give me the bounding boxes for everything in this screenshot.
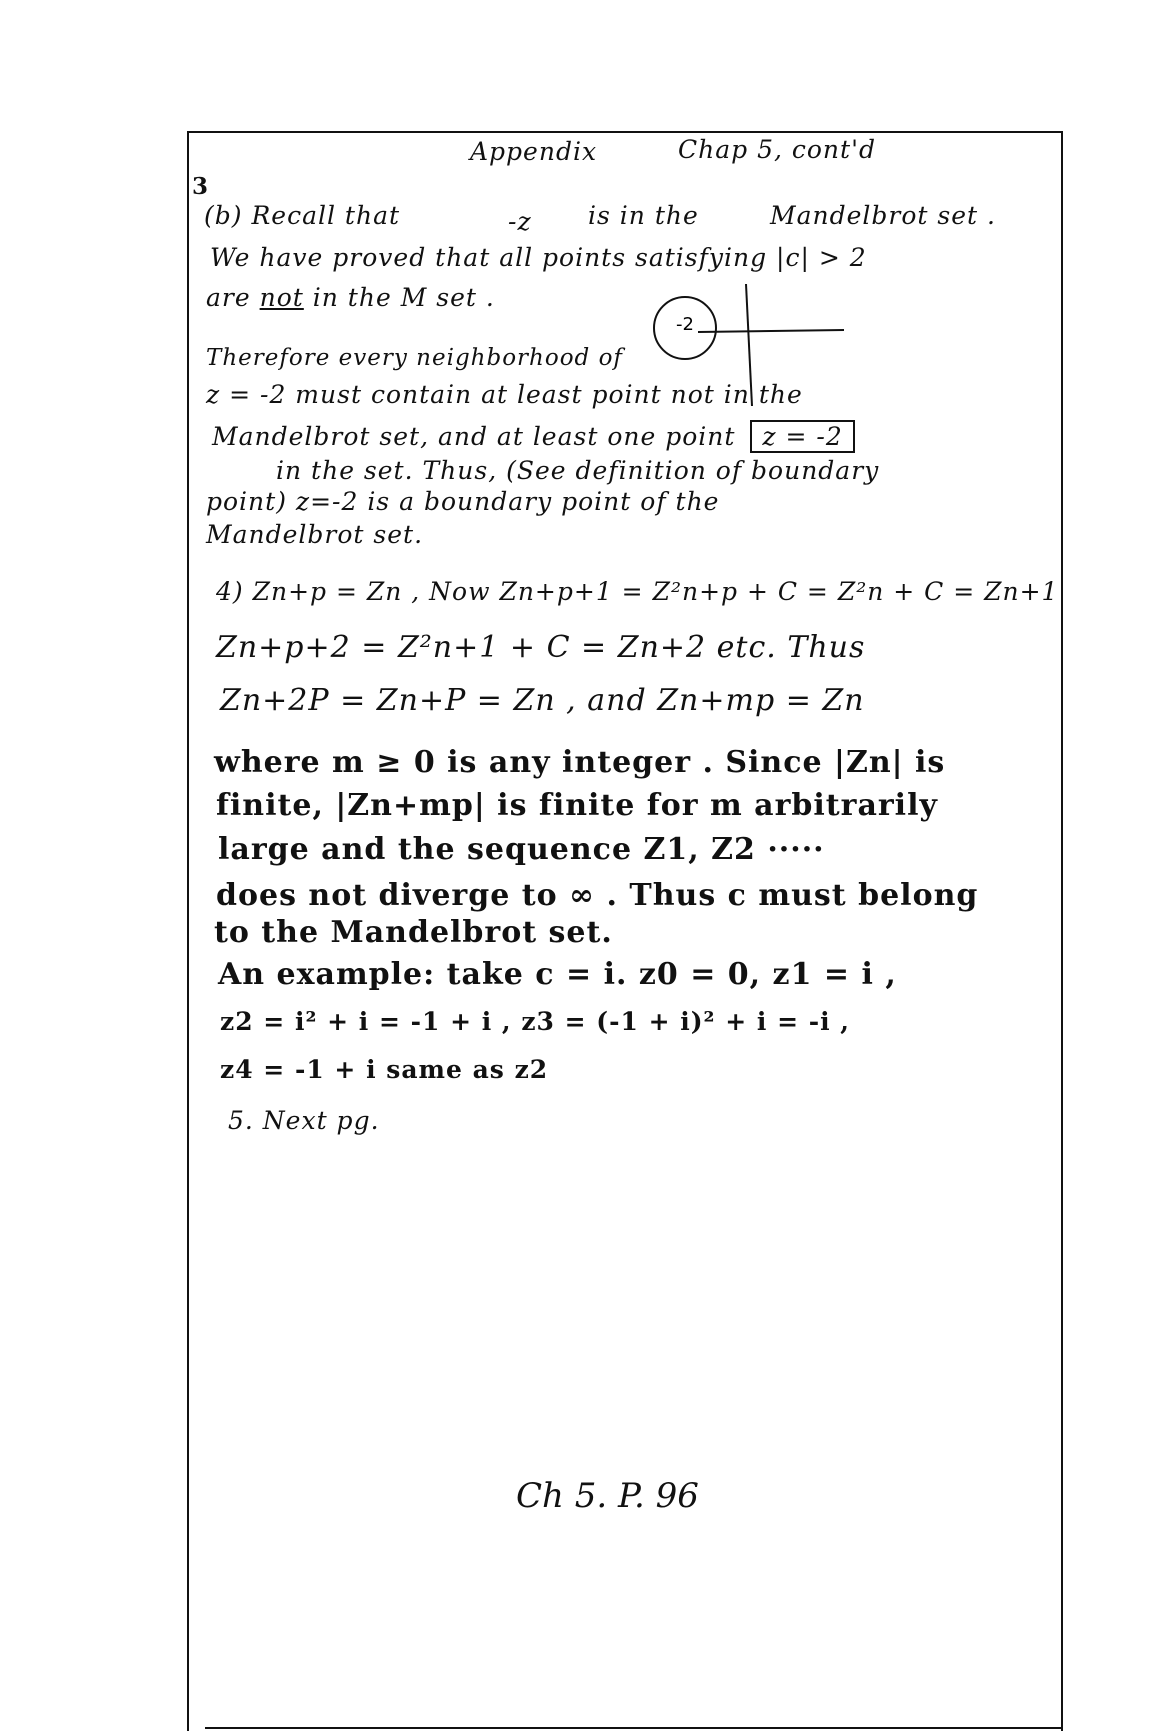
part-4-line-10: z2 = i² + i = -1 + i , z3 = (-1 + i)² + i = -i , xyxy=(220,1007,850,1036)
part-4-line-4: where m ≥ 0 is any integer . Since |Zn| is xyxy=(214,745,946,780)
part-4-line-9: An example: take c = i. z0 = 0, z1 = i , xyxy=(218,957,897,992)
sketch-label: -2 xyxy=(676,314,694,335)
part-4-line-5: finite, |Zn+mp| is finite for m arbitrarily xyxy=(216,788,938,823)
part-b-line-7: in the set. Thus, (See definition of boundary xyxy=(276,456,880,485)
real-axis xyxy=(698,330,844,332)
part-b-boxed-point: z = -2 xyxy=(750,420,854,453)
part-b-line-1b: -z xyxy=(508,207,532,236)
page-frame-bottom xyxy=(205,1727,1063,1729)
part-b-line-2: We have proved that all points satisfying |c| > 2 xyxy=(210,243,867,272)
appendix-title: Appendix xyxy=(470,137,598,166)
part-b-line-4: Therefore every neighborhood of xyxy=(206,345,623,371)
part-4-line-7: does not diverge to ∞ . Thus c must belong xyxy=(216,878,979,913)
page-footer: Ch 5. P. 96 xyxy=(516,1476,699,1516)
part-4-line-3: Zn+2P = Zn+P = Zn , and Zn+mp = Zn xyxy=(220,683,865,718)
part-b-line-9: Mandelbrot set. xyxy=(206,520,424,549)
part-b-line-1c: is in the xyxy=(588,201,699,230)
part-b-line-5: z = -2 must contain at least point not in the xyxy=(206,380,803,409)
part-b-line-1a: (b) Recall that xyxy=(204,201,401,230)
part-b-line-1d: Mandelbrot set . xyxy=(770,201,996,230)
part-4-line-8: to the Mandelbrot set. xyxy=(214,915,613,950)
part-b-line-8: point) z=-2 is a boundary point of the xyxy=(206,487,720,516)
part-4-line-1: 4) Zn+p = Zn , Now Zn+p+1 = Z²n+p + C = Z²n + C = Zn+1 xyxy=(216,577,1059,606)
part-b-line-3b: in the M set . xyxy=(312,283,495,312)
part-5-line-1: 5. Next pg. xyxy=(228,1106,380,1135)
part-4-line-11: z4 = -1 + i same as z2 xyxy=(220,1055,549,1084)
part-b-not-underlined: not xyxy=(259,283,304,312)
part-4-line-6: large and the sequence Z1, Z2 ····· xyxy=(218,832,825,867)
part-4-line-2: Zn+p+2 = Z²n+1 + C = Zn+2 etc. Thus xyxy=(216,630,866,665)
part-b-line-3 xyxy=(206,283,495,312)
part-b-line-6 xyxy=(212,420,855,453)
part-b-line-3a: are xyxy=(206,283,251,312)
chapter-heading: Chap 5, cont'd xyxy=(678,135,876,164)
part-b-line-6a: Mandelbrot set, and at least one point xyxy=(212,422,736,451)
margin-number: 3 xyxy=(192,173,210,200)
